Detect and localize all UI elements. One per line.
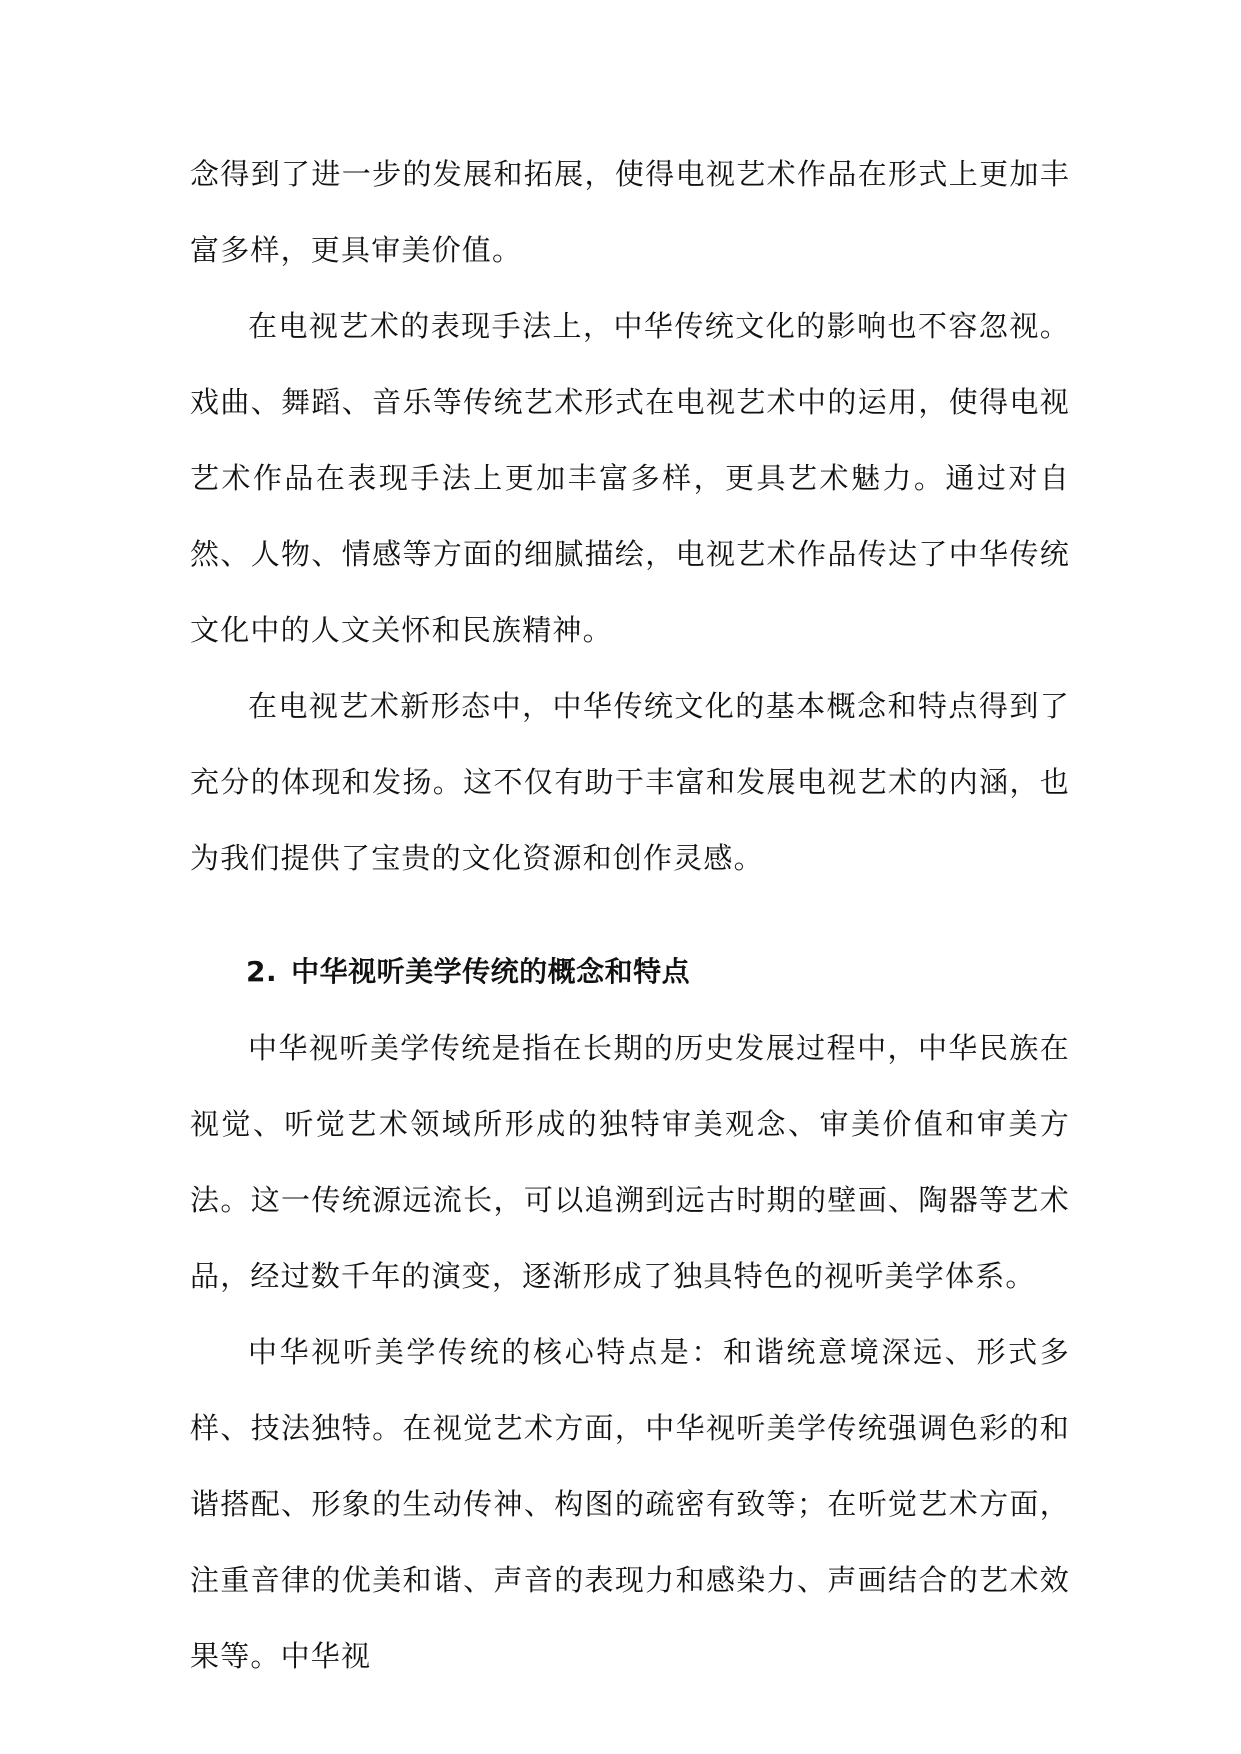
- paragraph-definition: 中华视听美学传统是指在长期的历史发展过程中，中华民族在视觉、听觉艺术领域所形成的独特审美观念、审美价值和审美方法。这一传统源远流长，可以追溯到远古时期的壁画、陶器等艺术品，经过数千年的演变，逐渐形成了独具特色的视听美学体系。: [190, 1031, 1070, 1293]
- document-page: [190, 136, 1070, 1694]
- section-heading: [190, 934, 1070, 1010]
- section-number: 2.: [246, 955, 278, 988]
- section-title: 中华视听美学传统的概念和特点: [291, 955, 691, 988]
- paragraph-continuation: 念得到了进一步的发展和拓展，使得电视艺术作品在形式上更加丰富多样，更具审美价值。: [190, 157, 1070, 267]
- paragraph-new-forms: 在电视艺术新形态中，中华传统文化的基本概念和特点得到了充分的体现和发扬。这不仅有助于丰富和发展电视艺术的内涵，也为我们提供了宝贵的文化资源和创作灵感。: [190, 689, 1070, 875]
- paragraph-expression-techniques: 在电视艺术的表现手法上，中华传统文化的影响也不容忽视。戏曲、舞蹈、音乐等传统艺术形式在电视艺术中的运用，使得电视艺术作品在表现手法上更加丰富多样，更具艺术魅力。通过对自然、人物、情感等方面的细腻描绘，电视艺术作品传达了中华传统文化中的人文关怀和民族精神。: [190, 309, 1070, 647]
- paragraph-core-features: 中华视听美学传统的核心特点是：和谐统意境深远、形式多样、技法独特。在视觉艺术方面，中华视听美学传统强调色彩的和谐搭配、形象的生动传神、构图的疏密有致等；在听觉艺术方面，注重音律的优美和谐、声音的表现力和感染力、声画结合的艺术效果等。中华视: [190, 1335, 1070, 1673]
